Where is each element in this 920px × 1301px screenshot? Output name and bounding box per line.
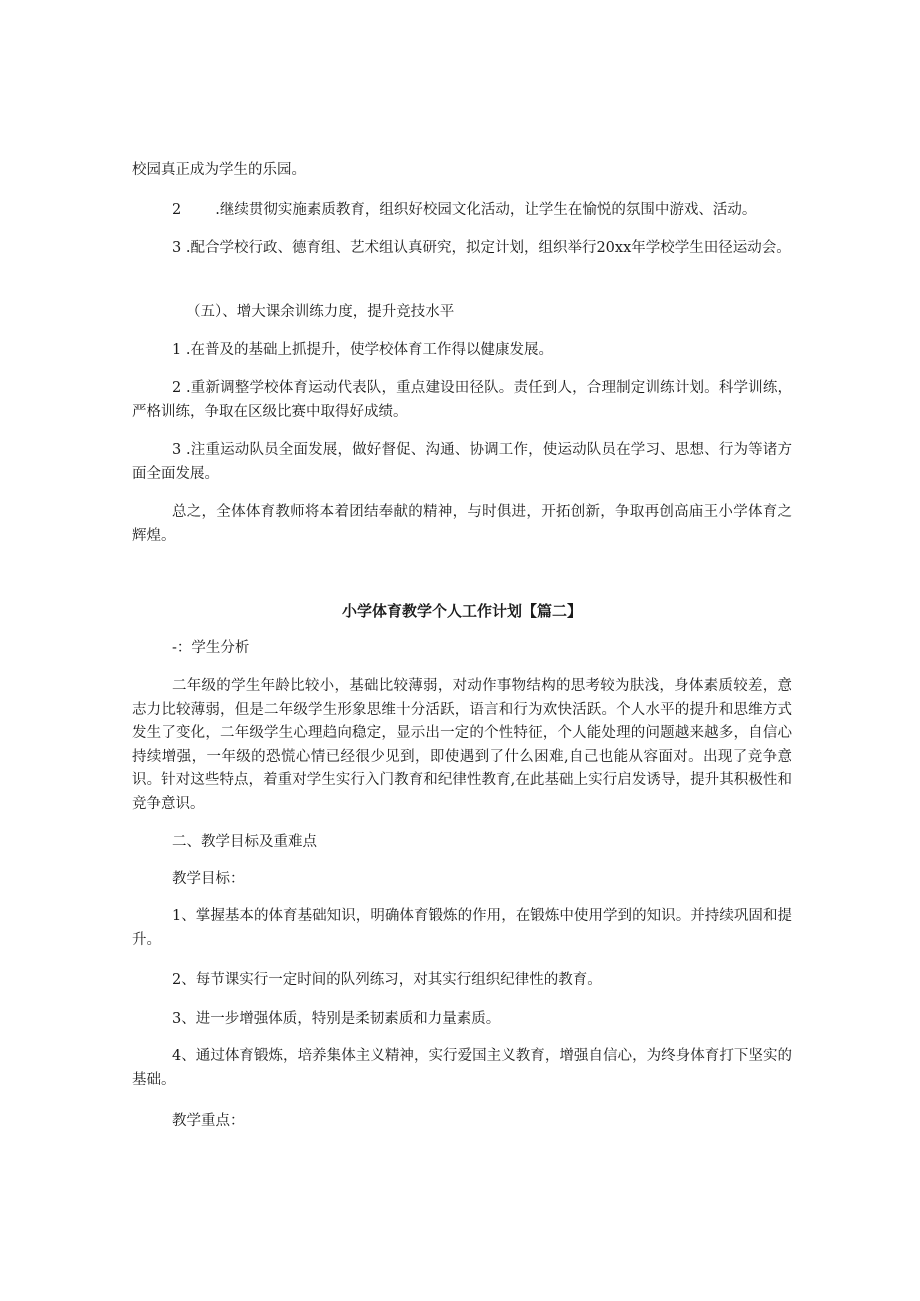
paragraph: 校园真正成为学生的乐园。 <box>132 162 306 178</box>
section-heading: -：学生分析 <box>172 640 250 656</box>
numbered-item: 1 .在普及的基础上抓提升，使学校体育工作得以健康发展。 <box>172 342 553 358</box>
numbered-item: 2 .重新调整学校体育运动代表队，重点建设田径队。责任到人，合理制定训练计划。科学训练，严格训练，争取在区级比赛中取得好成绩。 <box>132 380 792 420</box>
paragraph: 总之，全体体育教师将本着团结奉献的精神，与时俱进，开拓创新，争取再创高庙王小学体育之辉煌。 <box>132 504 792 544</box>
list-item: 1、掌握基本的体育基础知识，明确体育锻炼的作用，在锻炼中使用学到的知识。并持续巩固和提升。 <box>132 908 792 948</box>
numbered-item <box>172 200 792 220</box>
section-heading: 教学重点： <box>172 1113 245 1129</box>
numbered-item: 3 .注重运动队员全面发展，做好督促、沟通、协调工作，使运动队员在学习、思想、行为等诸方面全面发展。 <box>132 442 792 482</box>
section-heading: 二、教学目标及重难点 <box>172 834 317 850</box>
numbered-item: 3 .配合学校行政、德育组、艺术组认真研究，拟定计划，组织举行20xx年学校学生田径运动会。 <box>172 240 791 256</box>
section-heading: （五）、增大课余训练力度，提升竞技水平 <box>186 304 455 320</box>
section-title: 小学体育教学个人工作计划【篇二】 <box>341 602 582 620</box>
list-item: 2、每节课实行一定时间的队列练习，对其实行组织纪律性的教育。 <box>172 972 602 988</box>
paragraph: 二年级的学生年龄比较小，基础比较薄弱，对动作事物结构的思考较为肤浅，身体素质较差，意志力比较薄弱，但是二年级学生形象思维十分活跃，语言和行为欢快活跃。个人水平的提升和思维方式发生了变化，二年级学生心理趋向稳定，显示出一定的个性特征，个人能处理的问题越来越多，自信心持续增强，一年级的恐慌心情已经很少见到，即使遇到了什么困难,自己也能从容面对。出现了竞争意识。针对这些特点，着重对学生实行入门教育和纪律性教育,在此基础上实行启发诱导，提升其积极性和竞争意识。 <box>132 678 792 812</box>
item-number: 2 <box>172 202 182 218</box>
list-item: 3、进一步增强体质，特别是柔韧素质和力量素质。 <box>172 1011 501 1027</box>
item-text: .继续贯彻实施素质教育，组织好校园文化活动，让学生在愉悦的氛围中游戏、活动。 <box>215 202 757 218</box>
section-heading: 教学目标： <box>172 871 245 887</box>
list-item: 4、通过体育锻炼，培养集体主义精神，实行爱国主义教育，增强自信心，为终身体育打下坚实的基础。 <box>132 1048 792 1088</box>
